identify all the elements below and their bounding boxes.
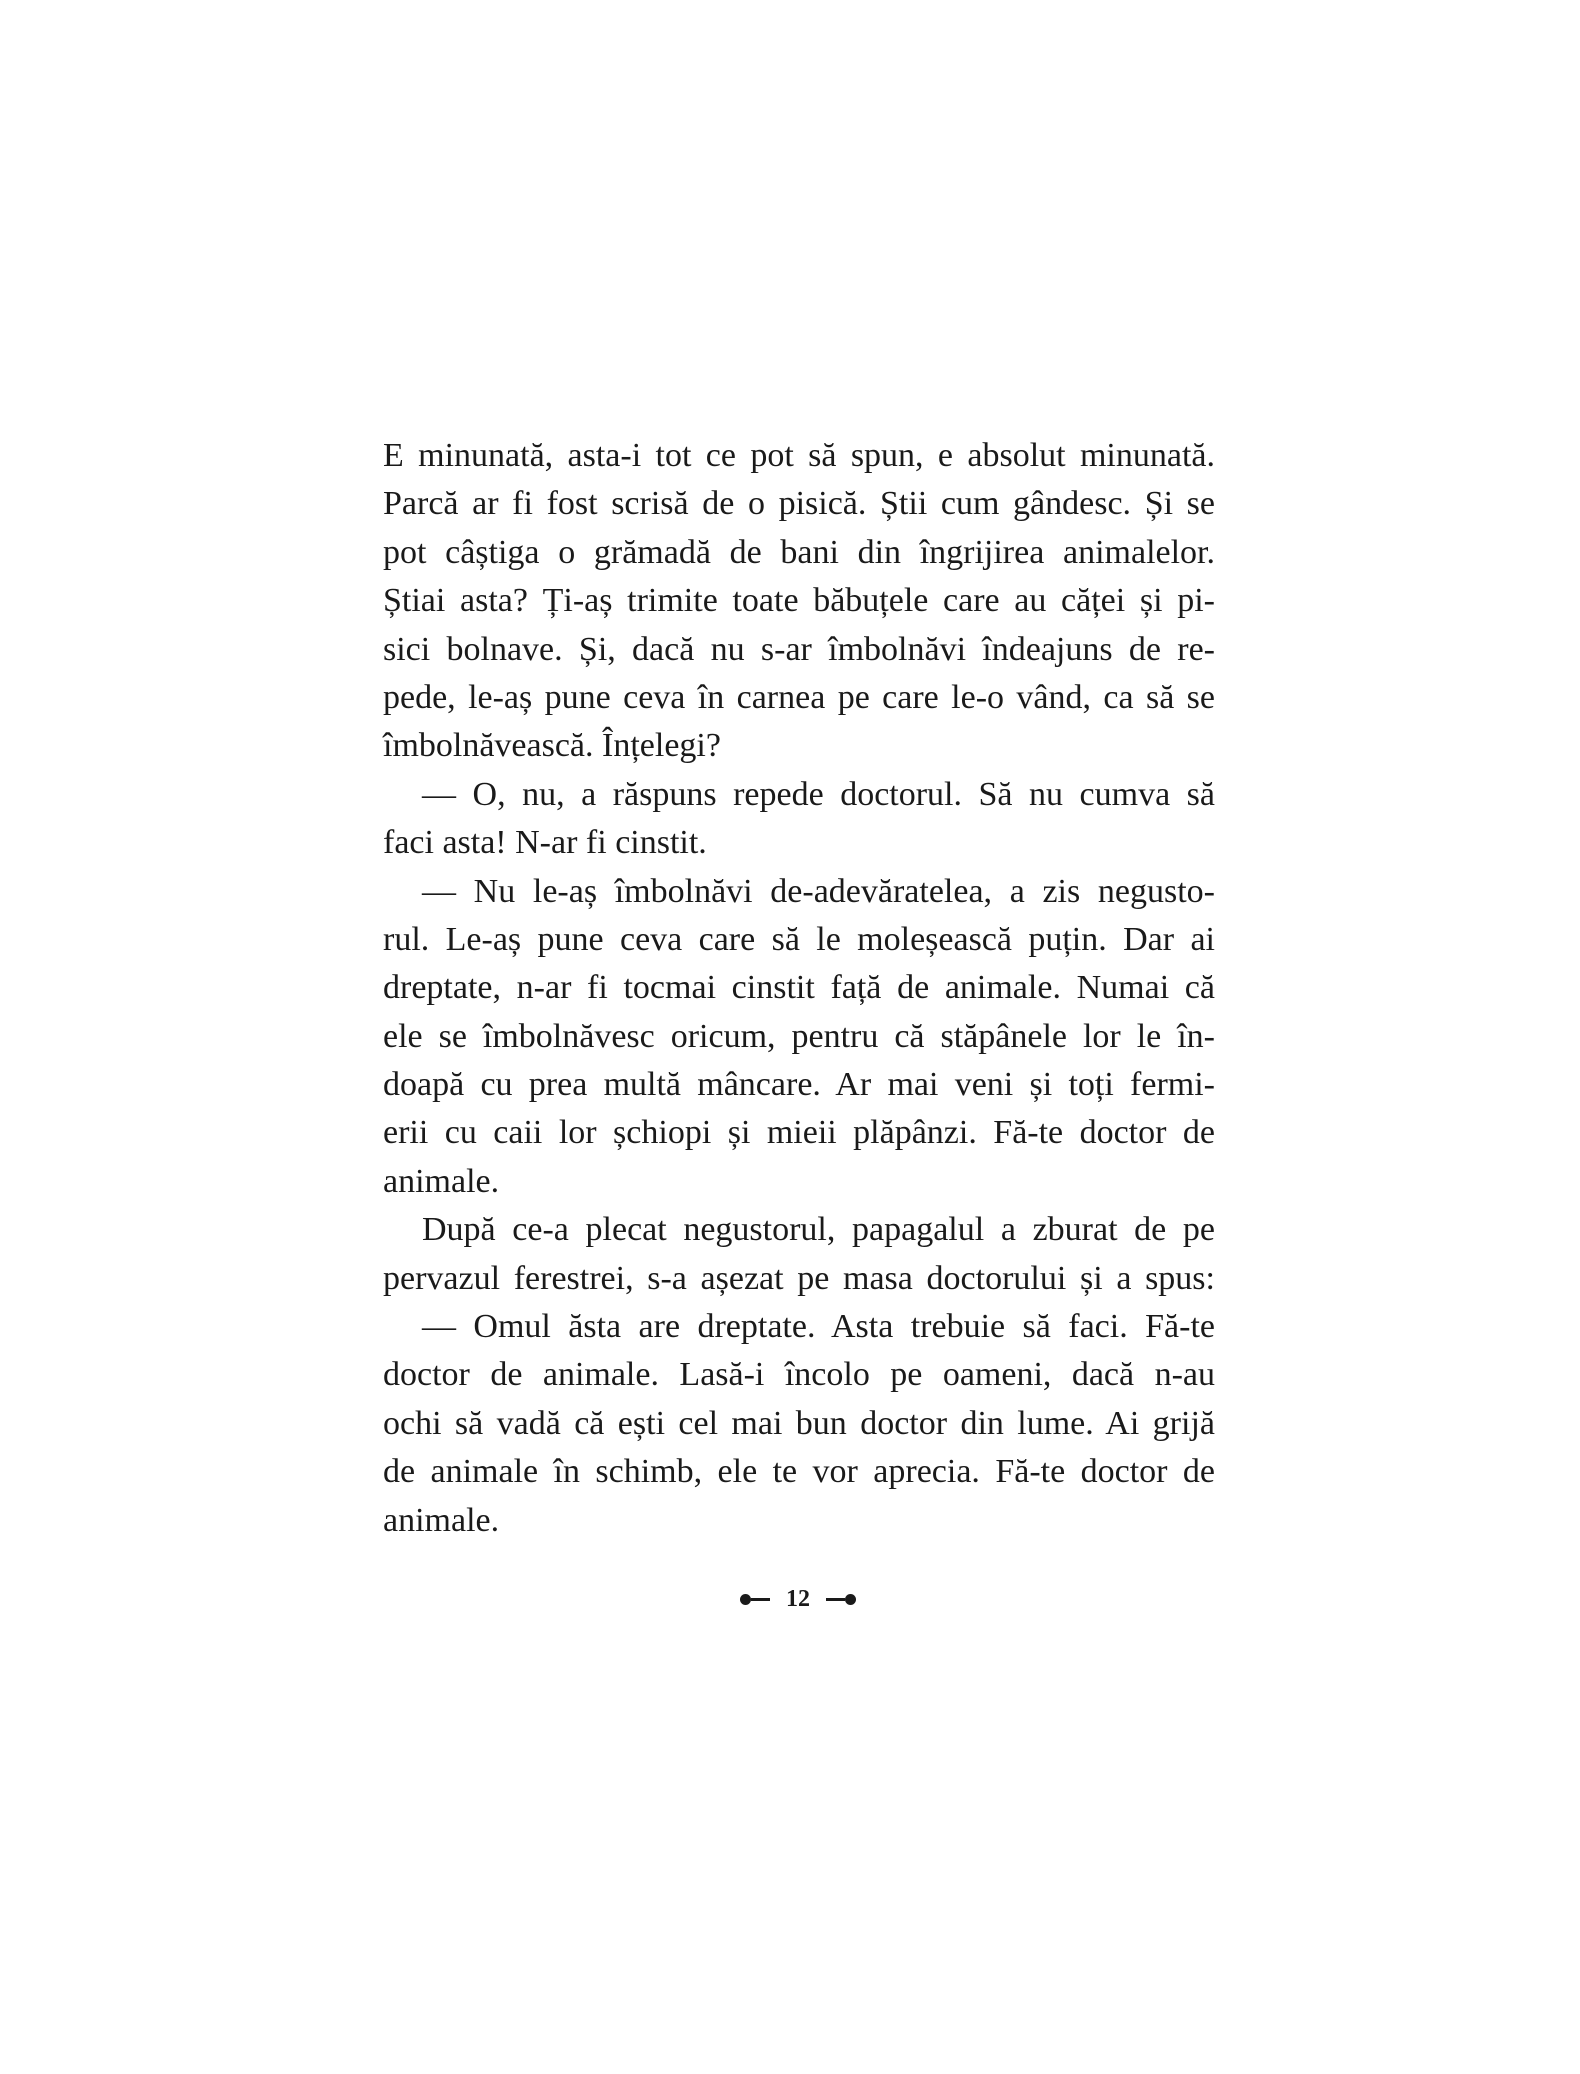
text-line: doctor de animale. Lasă-i încolo pe oameni, dacă n-au bbox=[383, 1356, 1215, 1394]
text-line: — Omul ăsta are dreptate. Asta trebuie să faci. Fă-te bbox=[422, 1308, 1215, 1346]
text-line: — O, nu, a răspuns repede doctorul. Să nu cumva să bbox=[422, 775, 1215, 813]
folio-ornament-right-icon bbox=[826, 1593, 856, 1605]
text-line: faci asta! N-ar fi cinstit. bbox=[383, 824, 707, 862]
text-line: E minunată, asta-i tot ce pot să spun, e absolut minunată. bbox=[383, 437, 1215, 474]
text-line: erii cu caii lor șchiopi și mieii plăpânzi. Fă-te doctor de bbox=[383, 1114, 1215, 1152]
text-line: ochi să vadă că ești cel mai bun doctor din lume. Ai grijă bbox=[383, 1404, 1215, 1442]
body-text bbox=[383, 432, 1215, 1545]
page-number-folio bbox=[740, 1584, 856, 1614]
text-line: îmbolnăvească. Înțelegi? bbox=[383, 727, 721, 765]
text-line: doapă cu prea multă mâncare. Ar mai veni și toți fermi- bbox=[383, 1066, 1215, 1104]
text-line: sici bolnave. Și, dacă nu s-ar îmbolnăvi îndeajuns de re- bbox=[383, 630, 1215, 668]
page-number: 12 bbox=[786, 1586, 810, 1612]
text-line: pot câștiga o grămadă de bani din îngrijirea animalelor. bbox=[383, 533, 1215, 571]
text-line: ele se îmbolnăvesc oricum, pentru că stăpânele lor le în- bbox=[383, 1017, 1215, 1055]
text-line: de animale în schimb, ele te vor aprecia. Fă-te doctor de bbox=[383, 1453, 1215, 1491]
text-line: — Nu le-aș îmbolnăvi de-adevăratelea, a zis negusto- bbox=[422, 872, 1215, 910]
text-line: dreptate, n-ar fi tocmai cinstit față de animale. Numai că bbox=[383, 969, 1215, 1007]
text-line: animale. bbox=[383, 1162, 500, 1200]
text-line: pede, le-aș pune ceva în carnea pe care le-o vând, ca să se bbox=[383, 678, 1215, 716]
text-line: pervazul ferestrei, s-a așezat pe masa doctorului și a spus: bbox=[383, 1259, 1215, 1297]
text-line: Știai asta? Ți-aș trimite toate băbuțele care au căței și pi- bbox=[383, 582, 1215, 620]
folio-ornament-left-icon bbox=[740, 1593, 770, 1605]
text-line: După ce-a plecat negustorul, papagalul a zburat de pe bbox=[422, 1211, 1215, 1249]
text-line: Parcă ar fi fost scrisă de o pisică. Știi cum gândesc. Și se bbox=[383, 485, 1215, 523]
text-line: rul. Le-aș pune ceva care să le moleșească puțin. Dar ai bbox=[383, 920, 1215, 958]
text-line: animale. bbox=[383, 1501, 500, 1539]
